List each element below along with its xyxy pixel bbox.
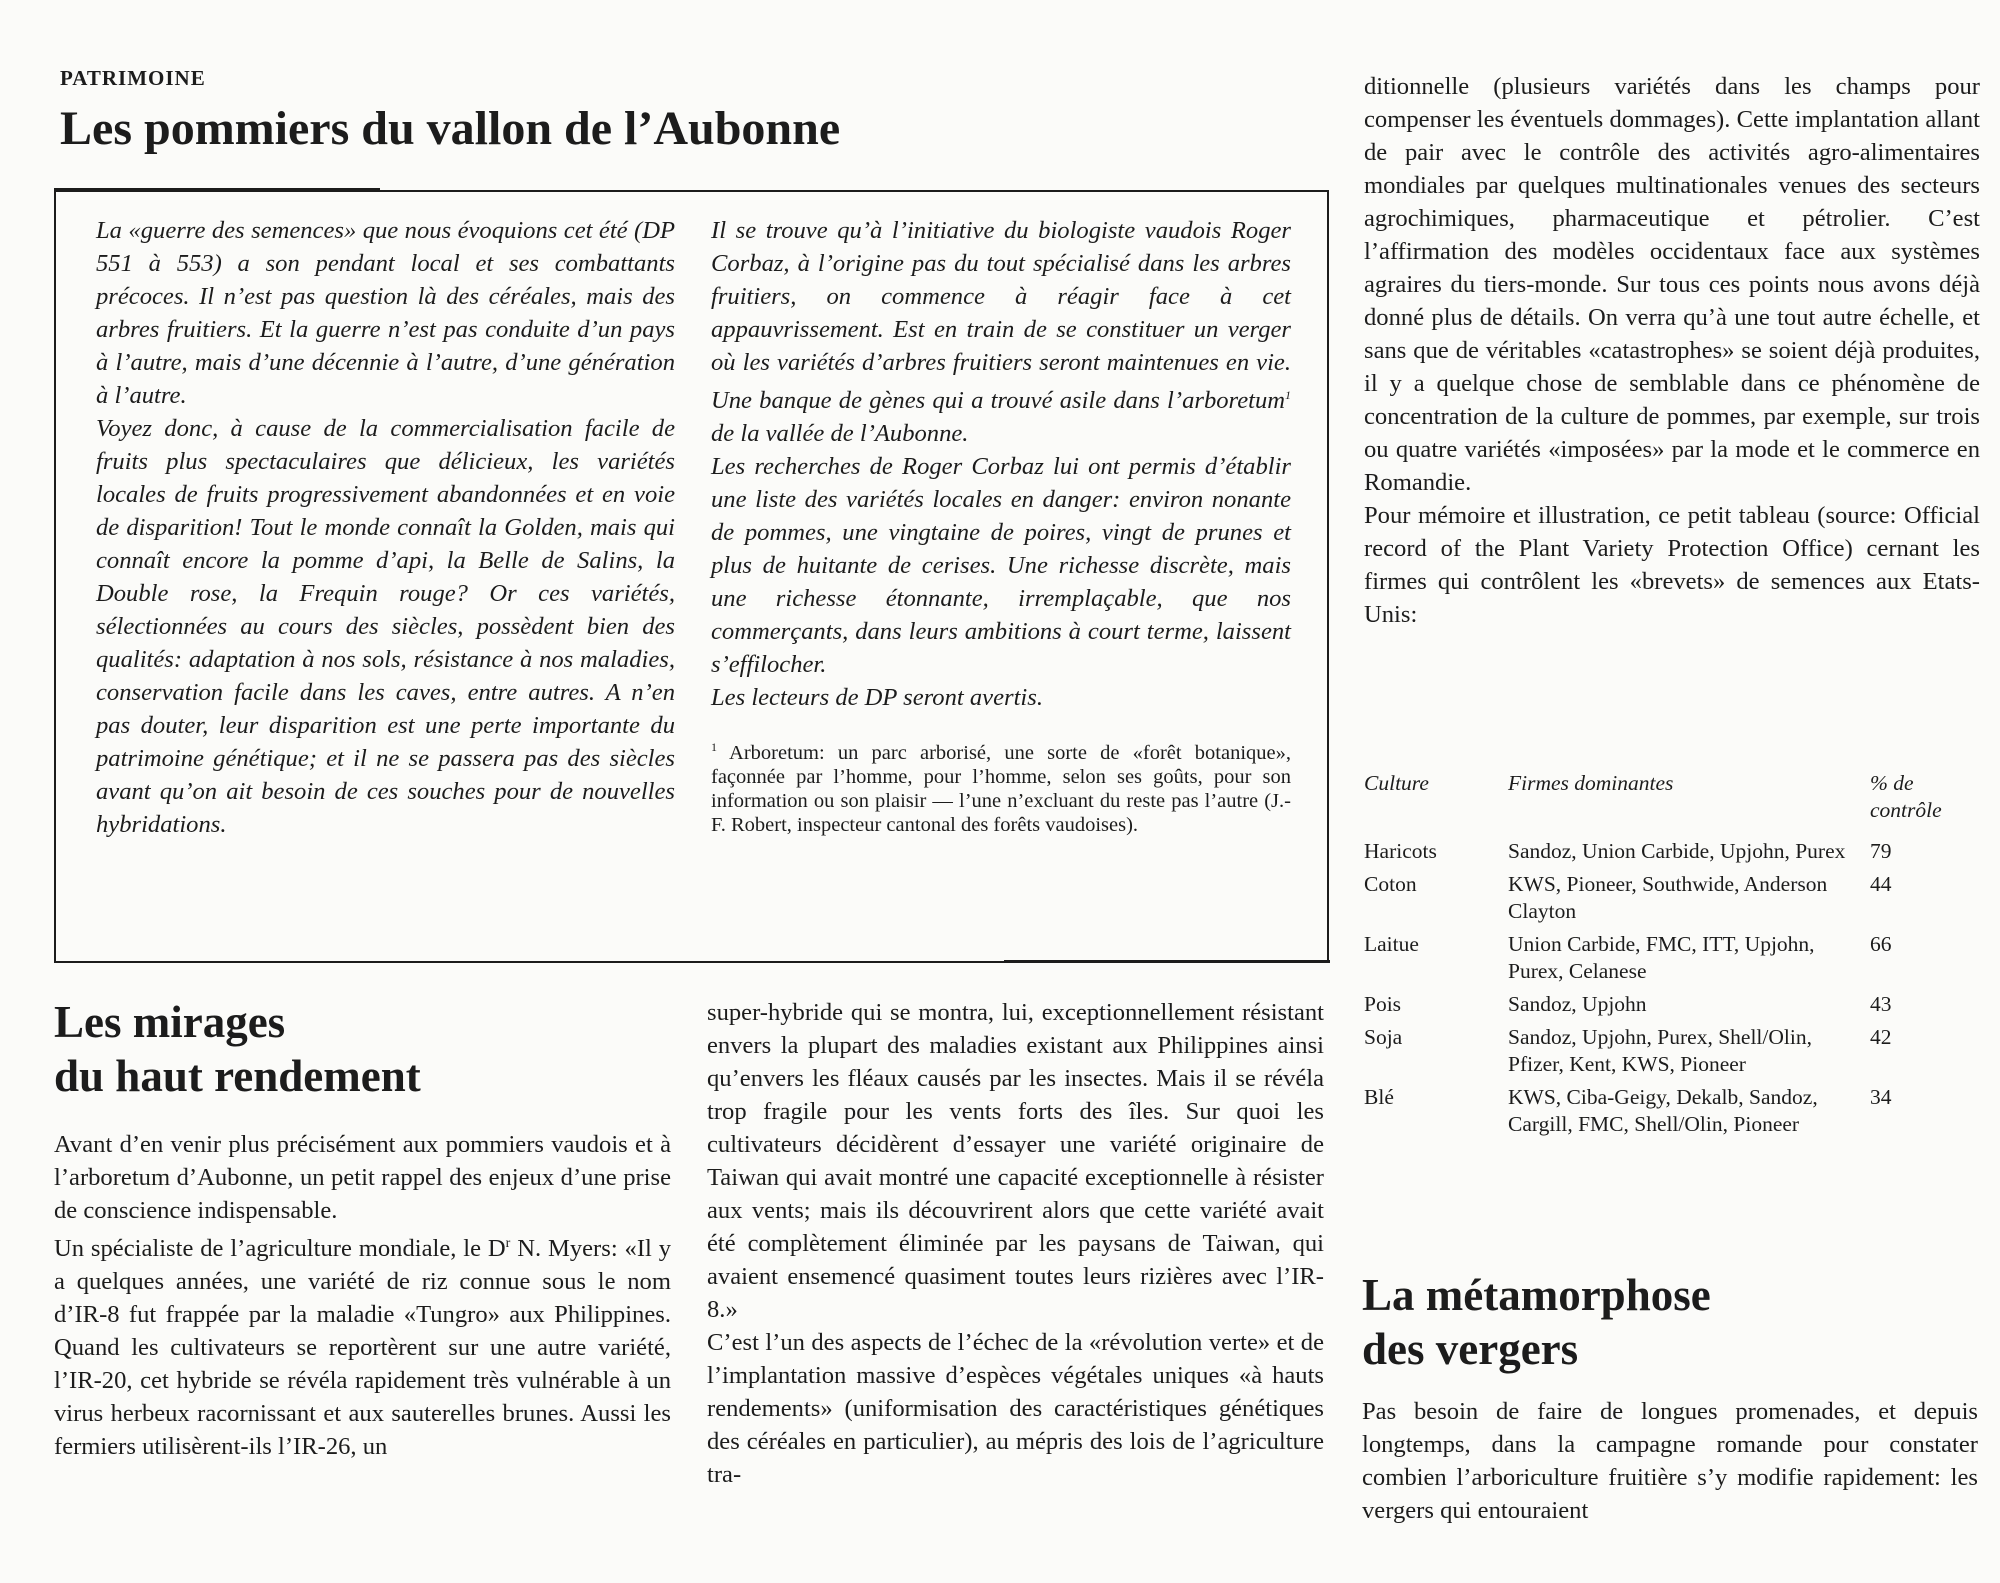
footnote-mark: 1 bbox=[711, 740, 717, 755]
box-paragraph: Voyez donc, à cause de la commercialisation facile de fruits plus spectaculaires que délicieux, les variétés locales de fruits progressivement abandonnées et en voie de disparition! Tout le monde connaît la Golden, mais qui connaît encore la pomme d’api, la Belle de Salins, la Double rose, la Frequin rouge? Or ces variétés, sélectionnées au cours des siècles, possèdent bien des qualités: adaptation à nos sols, résistance à nos maladies, conservation facile dans les caves, entre autres. A n’en pas douter, leur disparition est une perte importante du patrimoine génétique; et il ne se passera pas des siècles avant qu’on ait besoin de ces souches pour de nouvelles hybridations. bbox=[96, 415, 675, 838]
table-cell-firms: Sandoz, Upjohn, Purex, Shell/Olin, Pfizer, Kent, KWS, Pioneer bbox=[1508, 1025, 1812, 1076]
section-title-line: des vergers bbox=[1362, 1324, 1579, 1374]
body-text: Un spécialiste de l’agriculture mondiale, le D bbox=[54, 1235, 506, 1263]
table-cell-control: 44 bbox=[1870, 872, 1892, 896]
box-column-1 bbox=[96, 214, 675, 841]
section-title-metamorphose bbox=[1362, 1268, 1962, 1376]
table-cell-firms: KWS, Pioneer, Southwide, Anderson Clayton bbox=[1508, 872, 1828, 923]
table-header-firms: Firmes dominantes bbox=[1508, 771, 1674, 795]
section-title-mirages bbox=[54, 995, 614, 1103]
article-title: Les pommiers du vallon de l’Aubonne bbox=[60, 102, 841, 155]
body-paragraph: super-hybride qui se montra, lui, exceptionnellement résistant envers la plupart des maladies existant aux Philippines ainsi qu’envers les fléaux causés par les insectes. Mais il se révéla trop fragile pour les vents forts des îles. Sur quoi les cultivateurs décidèrent d’essayer une variété originaire de Taiwan qui avait montré une capacité exceptionnelle à résister aux vents; mais ils découvrirent alors que cette variété avait été complètement éliminée par les paysans de Taiwan, qui avaient ensemencé quasiment toutes leurs rizières avec l’IR-8.» bbox=[707, 999, 1324, 1323]
table-header-control: % de contrôle bbox=[1870, 771, 1942, 822]
table-cell-culture: Haricots bbox=[1364, 839, 1437, 863]
table-cell-control: 34 bbox=[1870, 1085, 1892, 1109]
body-paragraph bbox=[54, 1227, 671, 1463]
table-row bbox=[1364, 1024, 1980, 1078]
table-cell-firms: Sandoz, Union Carbide, Upjohn, Purex bbox=[1508, 839, 1846, 863]
footnote bbox=[711, 735, 1291, 837]
box-top-rule bbox=[54, 188, 380, 191]
box-paragraph bbox=[711, 214, 1291, 450]
mirages-column-1 bbox=[54, 1128, 671, 1463]
right-column-text bbox=[1364, 70, 1980, 631]
table-cell-firms: Union Carbide, FMC, ITT, Upjohn, Purex, Celanese bbox=[1508, 932, 1815, 983]
section-title-line: du haut rendement bbox=[54, 1051, 421, 1101]
title-abbrev: r bbox=[505, 1236, 511, 1251]
table-cell-culture: Soja bbox=[1364, 1025, 1403, 1049]
rubric-label: PATRIMOINE bbox=[60, 66, 206, 90]
body-paragraph: ditionnelle (plusieurs variétés dans les champs pour compenser les éventuels dommages). Cette implantation allant de pair avec le contrôle des activités agro-alimentaires mondiales par quelques multinationales venues des secteurs agrochimiques, pharmaceutique et pétrolier. C’est l’affirmation des modèles occidentaux face aux systèmes agraires du tiers-monde. Sur tous ces points nous avons déjà donné plus de détails. On verra qu’à une tout autre échelle, et sans que de véritables «catastrophes» se soient déjà produites, il y a quelque chose de semblable dans ce phénomène de concentration de la culture de pommes, par exemple, sur trois ou quatre variétés «imposées» par la mode et le commerce en Romandie. bbox=[1364, 73, 1980, 496]
box-paragraph: La «guerre des semences» que nous évoquions cet été (DP 551 à 553) a son pendant local et ses combattants précoces. Il n’est pas question là des céréales, mais des arbres fruitiers. Et la guerre n’est pas conduite d’un pays à l’autre, mais d’une décennie à l’autre, d’une génération à l’autre. bbox=[96, 217, 675, 409]
body-paragraph: C’est l’un des aspects de l’échec de la «révolution verte» et de l’implantation massive d’espèces végétales uniques «à hauts rendements» (uniformisation des caractéristiques génétiques des céréales en particulier), au mépris des lois de l’agriculture tra- bbox=[707, 1329, 1324, 1488]
table-cell-firms: Sandoz, Upjohn bbox=[1508, 992, 1647, 1016]
box-bottom-rule bbox=[1004, 960, 1330, 963]
table-row bbox=[1364, 838, 1980, 865]
section-title-line: La métamorphose bbox=[1362, 1270, 1711, 1320]
table-cell-control: 66 bbox=[1870, 932, 1892, 956]
footnote-ref: 1 bbox=[1285, 388, 1291, 402]
table-cell-culture: Coton bbox=[1364, 872, 1417, 896]
seed-patent-table bbox=[1364, 770, 1980, 1144]
table-row bbox=[1364, 931, 1980, 985]
table-header-row bbox=[1364, 770, 1980, 824]
table-cell-control: 43 bbox=[1870, 992, 1892, 1016]
footnote-text: Arboretum: un parc arborisé, une sorte de «forêt botanique», façonnée par l’homme, pour l’homme, selon ses goûts, pour son information ou son plaisir — l’une n’excluant du reste pas l’autre (J.-F. Robert, inspecteur cantonal des forêts vaudoises). bbox=[711, 742, 1291, 837]
table-row bbox=[1364, 991, 1980, 1018]
body-paragraph: Pour mémoire et illustration, ce petit tableau (source: Official record of the Plant Variety Protection Office) cernant les firmes qui contrôlent les «brevets» de semences aux Etats-Unis: bbox=[1364, 502, 1980, 628]
box-text: de la vallée de l’Aubonne. bbox=[711, 420, 969, 448]
table-cell-firms: KWS, Ciba-Geigy, Dekalb, Sandoz, Cargill, FMC, Shell/Olin, Pioneer bbox=[1508, 1085, 1818, 1136]
mirages-column-2 bbox=[707, 996, 1324, 1491]
body-text: N. Myers: «Il y a quelques années, une variété de riz connue sous le nom d’IR-8 fut frappée par la maladie «Tungro» aux Philippines. Quand les cultivateurs se reportèrent sur une autre variété, l’IR-20, cet hybride se révéla rapidement très vulnérable à un virus herbeux racornissant et aux sauterelles brunes. Aussi les fermiers utilisèrent-ils l’IR-26, un bbox=[54, 1235, 672, 1461]
table-row bbox=[1364, 871, 1980, 925]
body-paragraph: Pas besoin de faire de longues promenades, et depuis longtemps, dans la campagne romande pour constater combien l’arboriculture fruitière s’y modifie rapidement: les vergers qui entouraient bbox=[1362, 1398, 1978, 1524]
table-cell-control: 42 bbox=[1870, 1025, 1892, 1049]
table-cell-culture: Blé bbox=[1364, 1085, 1394, 1109]
box-column-2 bbox=[711, 214, 1291, 837]
table-row bbox=[1364, 1084, 1980, 1138]
table-header-culture: Culture bbox=[1364, 771, 1429, 795]
box-paragraph: Les recherches de Roger Corbaz lui ont permis d’établir une liste des variétés locales en danger: environ nonante de pommes, une vingtaine de poires, vingt de prunes et plus de huitante de cerises. Une richesse discrète, mais une richesse étonnante, irremplaçable, que nos commerçants, dans leurs ambitions à court terme, laissent s’effilocher. bbox=[711, 453, 1291, 679]
body-paragraph: Avant d’en venir plus précisément aux pommiers vaudois et à l’arboretum d’Aubonne, un petit rappel des enjeux d’une prise de conscience indispensable. bbox=[54, 1131, 671, 1224]
box-paragraph: Les lecteurs de DP seront avertis. bbox=[711, 684, 1043, 712]
metamorphose-column bbox=[1362, 1395, 1978, 1527]
section-title-line: Les mirages bbox=[54, 997, 286, 1047]
box-text: Il se trouve qu’à l’initiative du biologiste vaudois Roger Corbaz, à l’origine pas du tout spécialisé dans les arbres fruitiers, on commence à réagir face à cet appauvrissement. Est en train de se constituer un verger où les variétés d’arbres fruitiers seront maintenues en vie. Une banque de gènes qui a trouvé asile dans l’arboretum bbox=[711, 217, 1291, 415]
table-cell-control: 79 bbox=[1870, 839, 1892, 863]
table-cell-culture: Pois bbox=[1364, 992, 1402, 1016]
table-cell-culture: Laitue bbox=[1364, 932, 1419, 956]
